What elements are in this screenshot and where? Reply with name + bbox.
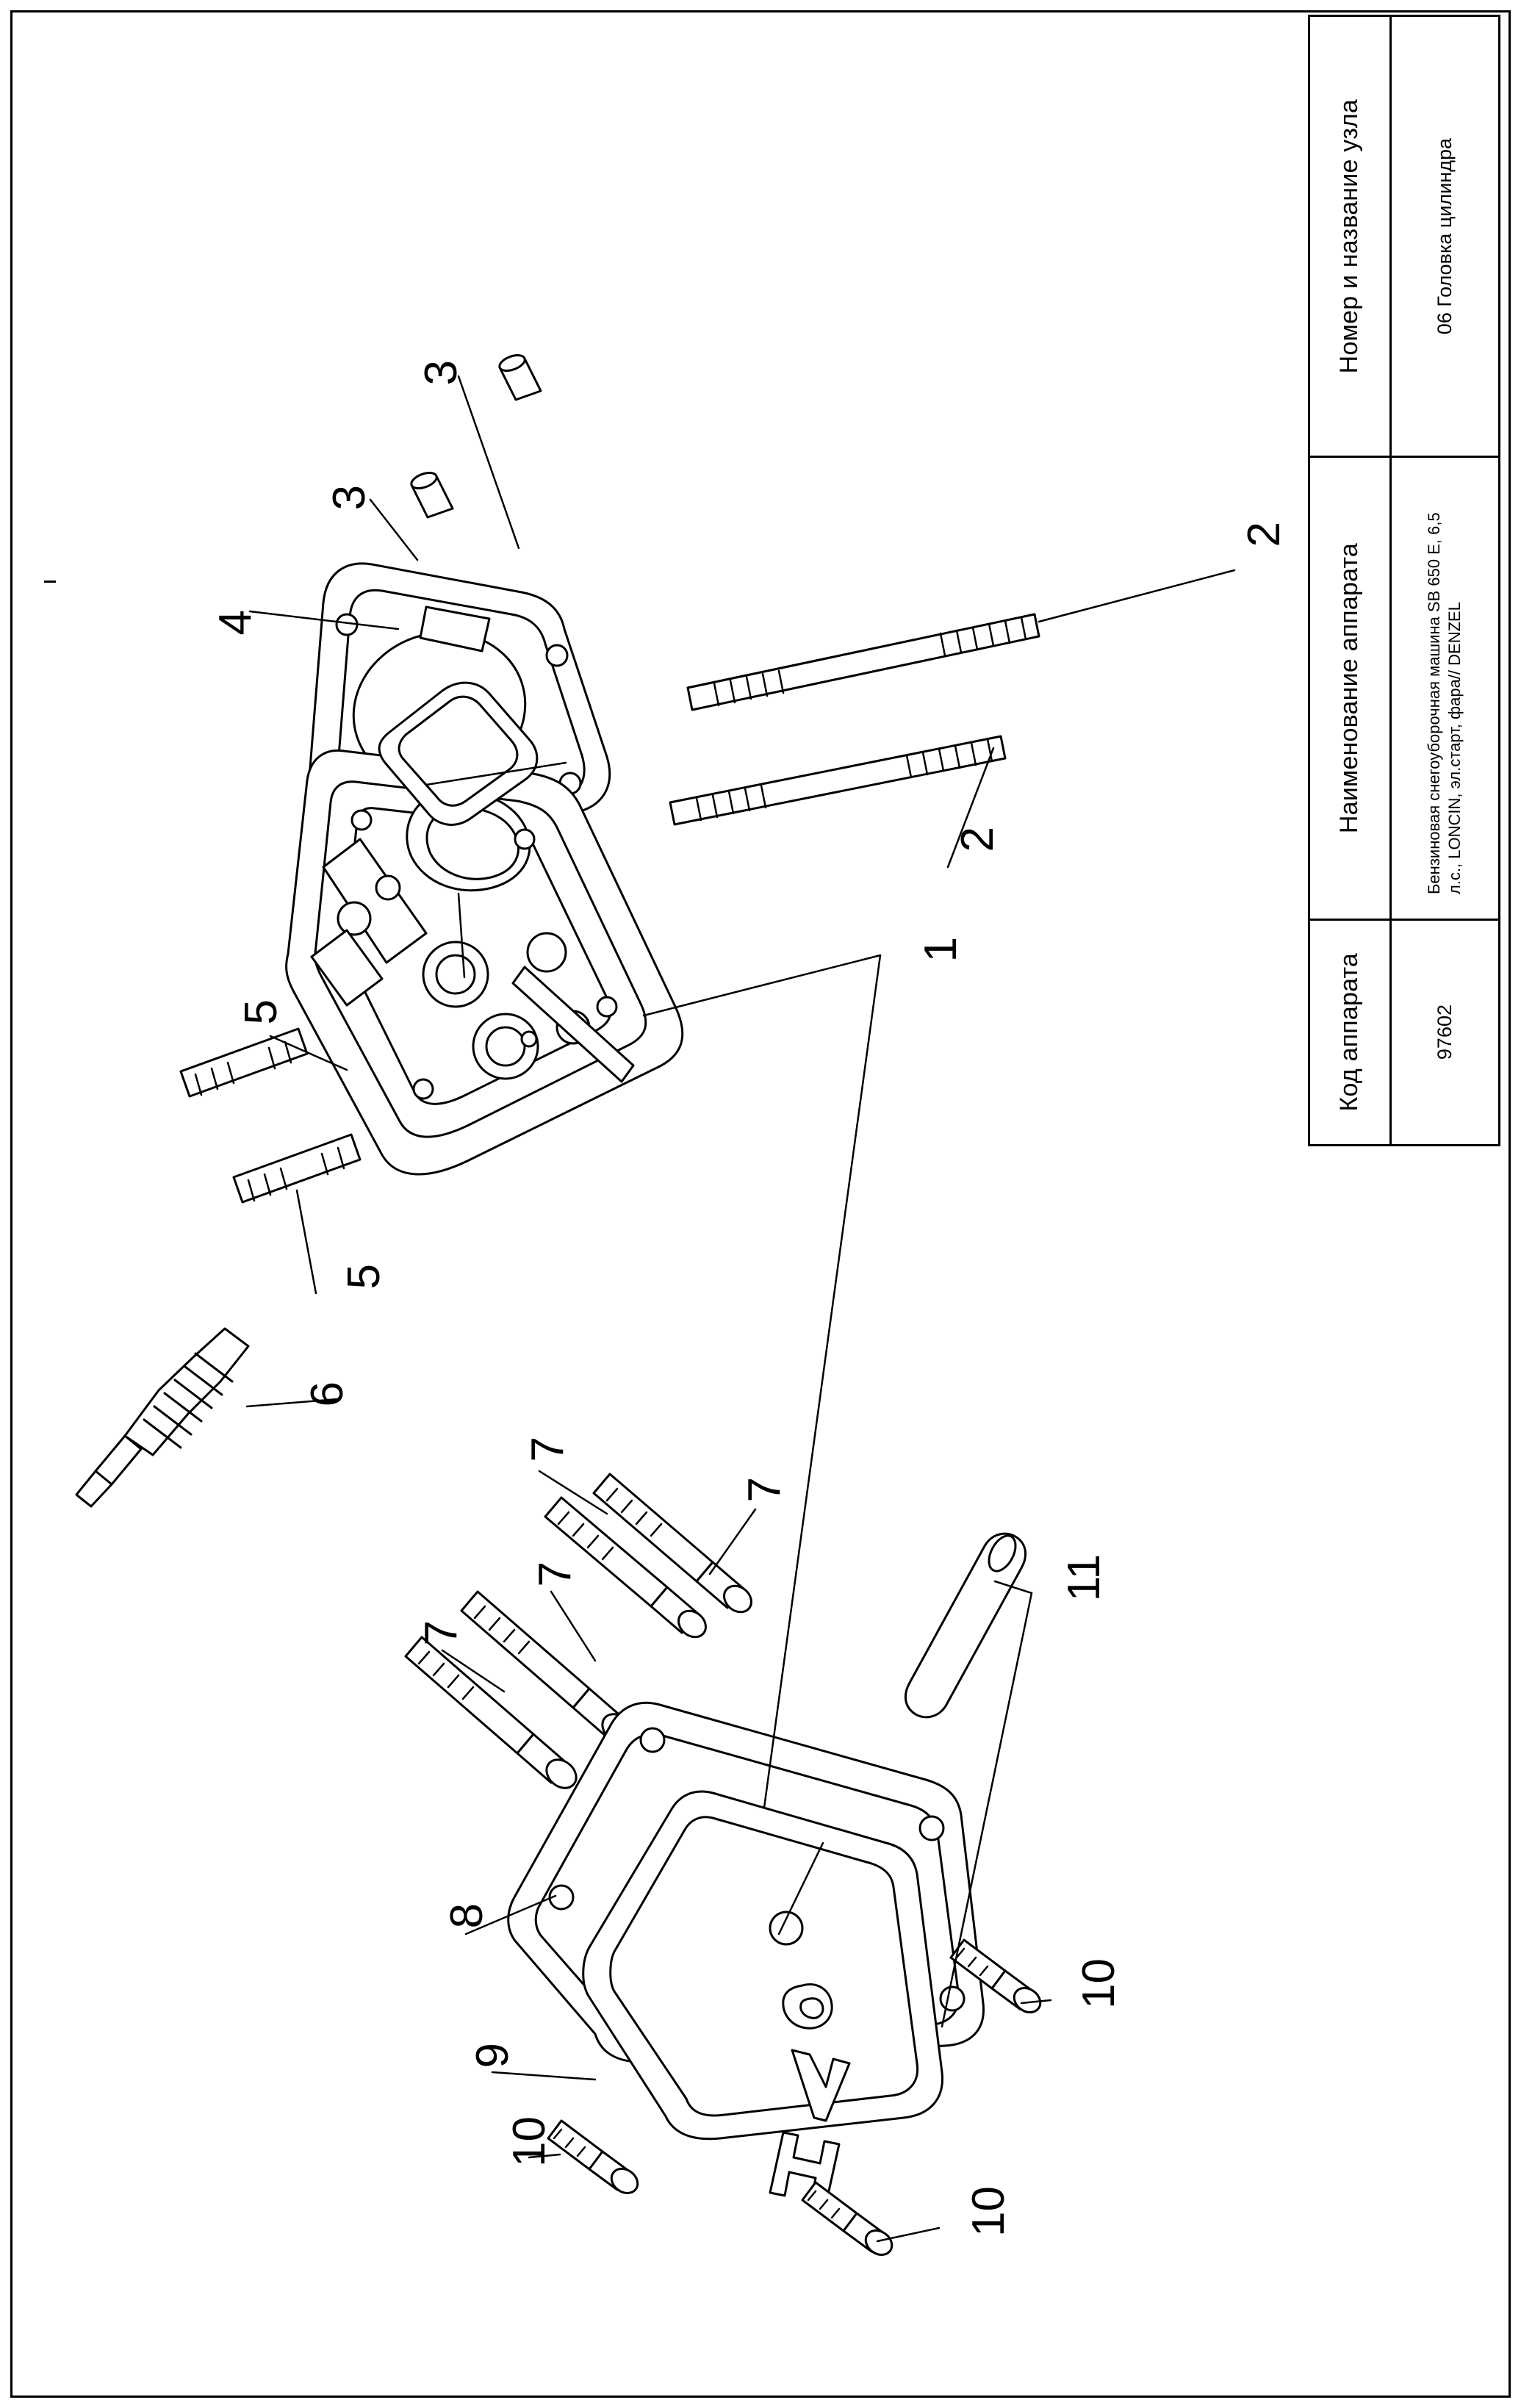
part-1-cylinder-head	[287, 683, 683, 1174]
callout-3a: 3	[416, 360, 467, 386]
callout-7a: 7	[522, 1437, 573, 1462]
exploded-diagram	[15, 15, 1304, 2396]
part-3-dowel-pin-b	[409, 470, 453, 517]
callout-3b: 3	[324, 485, 375, 511]
diagram-svg	[15, 15, 1304, 2396]
callout-4: 4	[210, 610, 261, 636]
part-11-breather-tube	[905, 1531, 1025, 1717]
callout-7b: 7	[739, 1477, 790, 1503]
title-block-row-product	[1310, 458, 1498, 921]
callout-9: 9	[467, 2043, 518, 2069]
title-block-value-product: Бензиновая снегоуборочная машина SB 650 E, 6,5 л.с., LONCIN, эл.старт, фара// DENZEL	[1425, 511, 1464, 894]
callout-5b: 5	[339, 1264, 389, 1290]
callout-11: 11	[1059, 1554, 1110, 1602]
callout-7c: 7	[530, 1561, 580, 1587]
margin-tick	[44, 581, 56, 583]
callout-10a: 10	[1074, 1958, 1124, 2009]
part-2-head-stud-b	[670, 736, 1005, 824]
callout-6: 6	[302, 1381, 353, 1407]
part-10-cover-bolt-c	[802, 2182, 896, 2260]
callout-8: 8	[442, 1903, 492, 1929]
title-block-header-unit: Номер и название узла	[1310, 17, 1392, 456]
part-3-dowel-pin-a	[497, 352, 541, 400]
callout-2a: 2	[1239, 522, 1290, 547]
part-6-spark-plug	[76, 1329, 248, 1506]
callout-10b: 10	[504, 2116, 555, 2167]
title-block-header-product: Наименование аппарата	[1310, 458, 1392, 919]
callout-5a: 5	[236, 999, 287, 1025]
title-block-value-unit: 06 Головка цилиндра	[1433, 137, 1456, 335]
title-block-value-code: 97602	[1433, 1004, 1456, 1060]
part-2-head-stud-a	[688, 614, 1039, 710]
part-10-cover-bolt-b	[548, 2121, 642, 2198]
title-block-row-code	[1310, 921, 1498, 1144]
part-5-stud-a	[181, 1029, 307, 1096]
title-block-row-unit	[1310, 17, 1498, 458]
callout-1: 1	[916, 937, 966, 963]
title-block	[1308, 15, 1500, 1146]
callout-10c: 10	[963, 2186, 1014, 2237]
callout-7d: 7	[416, 1620, 467, 1646]
title-block-header-code: Код аппарата	[1310, 921, 1392, 1144]
callout-2b: 2	[952, 827, 1003, 852]
